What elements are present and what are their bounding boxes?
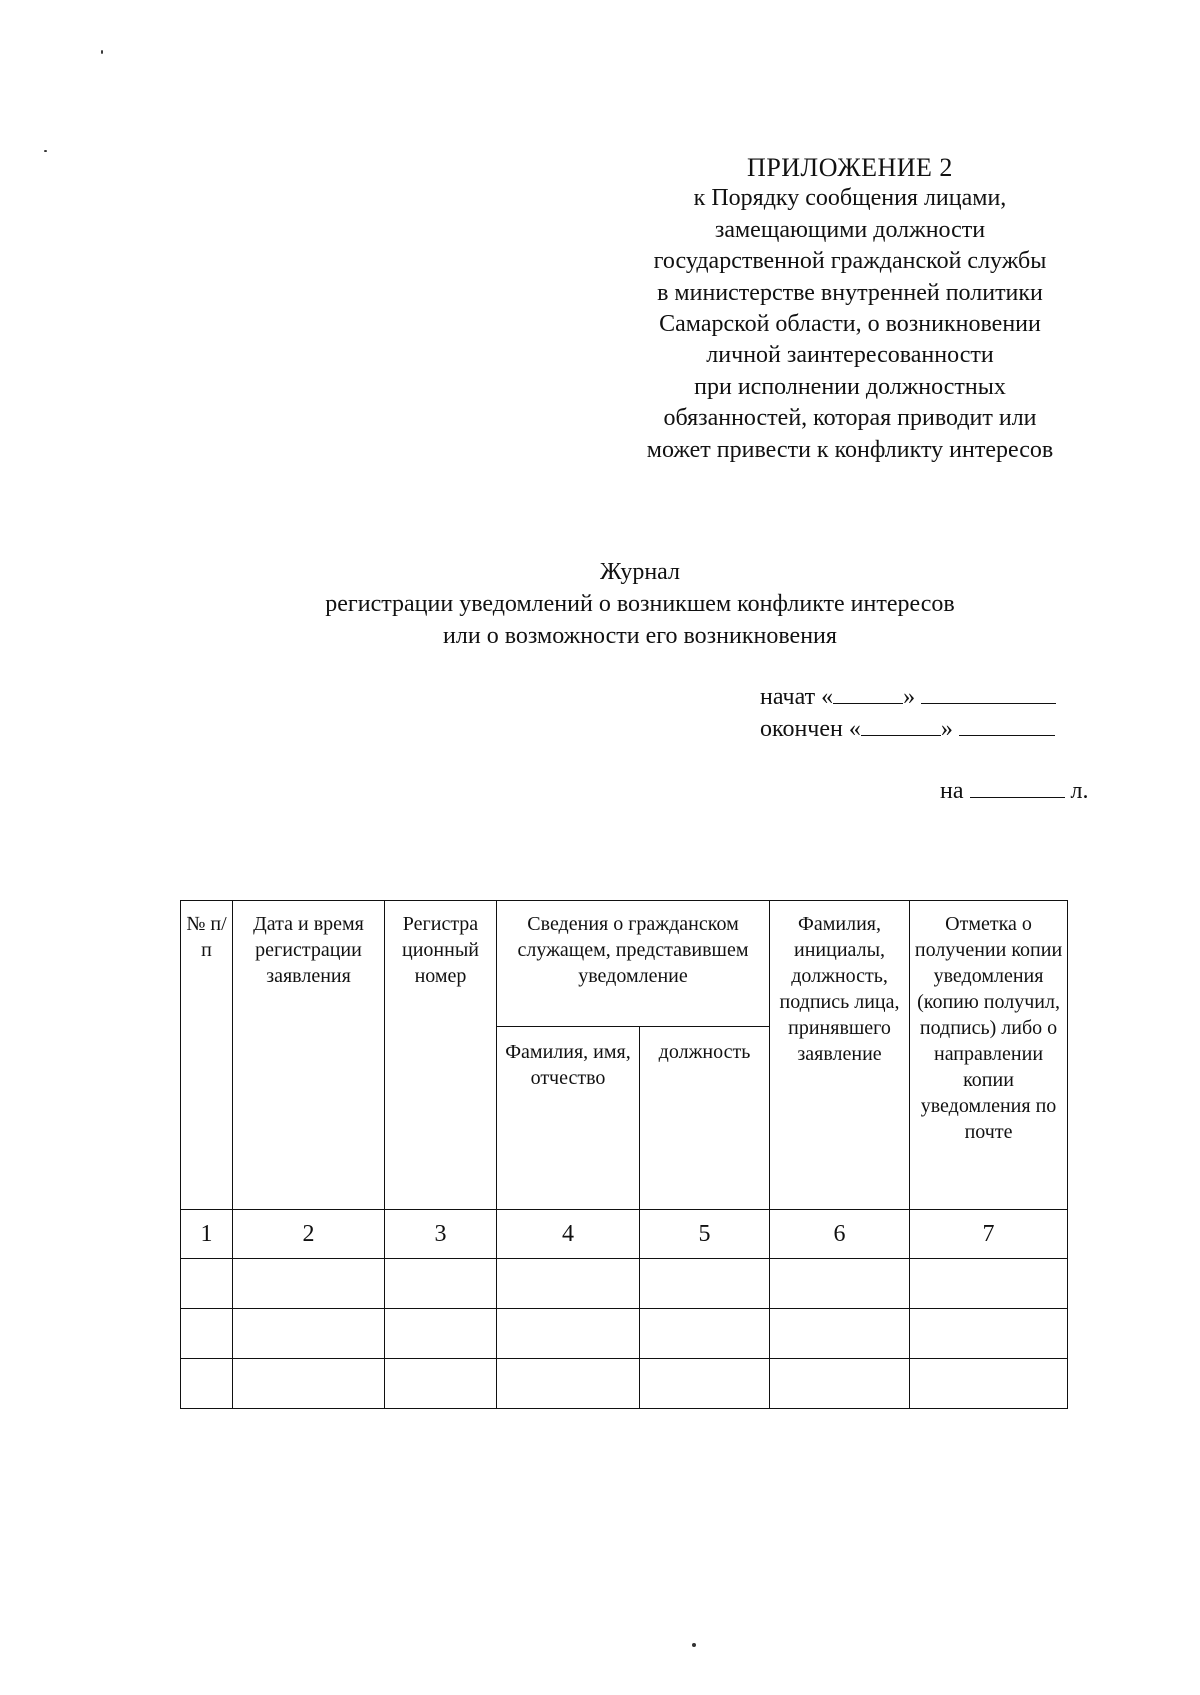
sheet-count-suffix: л. xyxy=(1070,778,1089,804)
table-cell xyxy=(233,1309,385,1359)
appendix-line: замещающими должности xyxy=(714,216,986,243)
table-cell xyxy=(910,1259,1068,1309)
journal-title: Журнал xyxy=(599,559,680,585)
table-cell xyxy=(233,1359,385,1409)
table-cell xyxy=(640,1259,770,1309)
table-cell xyxy=(497,1259,640,1309)
sheet-count-blank xyxy=(970,777,1065,798)
table-cell xyxy=(770,1309,910,1359)
column-number: 1 xyxy=(181,1210,233,1259)
header-row xyxy=(181,901,1068,1027)
sheet-count-prefix: на xyxy=(940,778,964,804)
table-cell xyxy=(497,1359,640,1409)
ended-day-blank xyxy=(861,715,941,736)
table-cell xyxy=(770,1259,910,1309)
started-row xyxy=(760,681,1100,713)
header-col-fullname: Фамилия, имя, отчество xyxy=(497,1027,640,1210)
table-cell xyxy=(385,1259,497,1309)
appendix-title: ПРИЛОЖЕНИЕ 2 xyxy=(747,153,953,182)
started-date-blank xyxy=(921,683,1056,704)
column-number: 5 xyxy=(640,1210,770,1259)
header-col-number: № п/п xyxy=(181,901,233,1210)
table-cell xyxy=(497,1309,640,1359)
column-number: 7 xyxy=(910,1210,1068,1259)
journal-period xyxy=(760,681,1100,745)
scan-speck xyxy=(44,150,47,152)
column-number-row xyxy=(181,1210,1068,1259)
table-row xyxy=(181,1309,1068,1359)
scan-speck xyxy=(692,1643,696,1647)
appendix-line: Самарской области, о возникновении xyxy=(659,311,1041,338)
table-cell xyxy=(640,1359,770,1409)
sheet-count xyxy=(940,775,1100,807)
table-cell xyxy=(181,1259,233,1309)
table-row xyxy=(181,1359,1068,1409)
table-cell xyxy=(770,1359,910,1409)
appendix-line: может привести к конфликту интересов xyxy=(646,436,1054,463)
appendix-line: при исполнении должностных xyxy=(694,373,1006,400)
ended-close-quote: » xyxy=(940,716,953,742)
header-col-datetime: Дата и время регистрации заявления xyxy=(233,901,385,1210)
ended-row xyxy=(760,713,1100,745)
appendix-header xyxy=(600,152,1100,466)
registration-table xyxy=(180,900,1068,1409)
appendix-line: в министерстве внутренней политики xyxy=(657,279,1043,306)
ended-label: окончен « xyxy=(760,716,861,742)
appendix-line: государственной гражданской службы xyxy=(653,248,1047,275)
appendix-line: личной заинтересованности xyxy=(706,342,994,369)
appendix-line: к Порядку сообщения лицами, xyxy=(693,185,1007,212)
table-cell xyxy=(385,1309,497,1359)
started-close-quote: » xyxy=(903,684,916,710)
column-number: 6 xyxy=(770,1210,910,1259)
table-cell xyxy=(385,1359,497,1409)
table-cell xyxy=(640,1309,770,1359)
started-label: начат « xyxy=(760,684,834,710)
appendix-line: обязанностей, которая приводит или xyxy=(663,405,1037,432)
header-col-position: должность xyxy=(640,1027,770,1210)
table-cell xyxy=(181,1359,233,1409)
journal-subtitle: или о возможности его возникновения xyxy=(443,623,837,649)
ended-date-blank xyxy=(959,715,1055,736)
header-col-employee-group: Сведения о гражданском служащем, представившем уведомление xyxy=(497,901,770,1027)
header-col-receiver: Фамилия, инициалы, должность, подпись лица, принявшего заявление xyxy=(770,901,910,1210)
scan-speck xyxy=(101,50,103,54)
table-cell xyxy=(910,1309,1068,1359)
journal-subtitle: регистрации уведомлений о возникшем конфликте интересов xyxy=(325,591,955,617)
header-col-reg-number: Регистра ционный номер xyxy=(385,901,497,1210)
table-cell xyxy=(910,1359,1068,1409)
header-col-copy-mark: Отметка о получении копии уведомления (копию получил, подпись) либо о направлении копии уведомления по почте xyxy=(910,901,1068,1210)
table-cell xyxy=(181,1309,233,1359)
journal-title-block xyxy=(160,556,1120,652)
started-day-blank xyxy=(833,683,903,704)
column-number: 2 xyxy=(233,1210,385,1259)
table-cell xyxy=(233,1259,385,1309)
column-number: 4 xyxy=(497,1210,640,1259)
column-number: 3 xyxy=(385,1210,497,1259)
table-row xyxy=(181,1259,1068,1309)
